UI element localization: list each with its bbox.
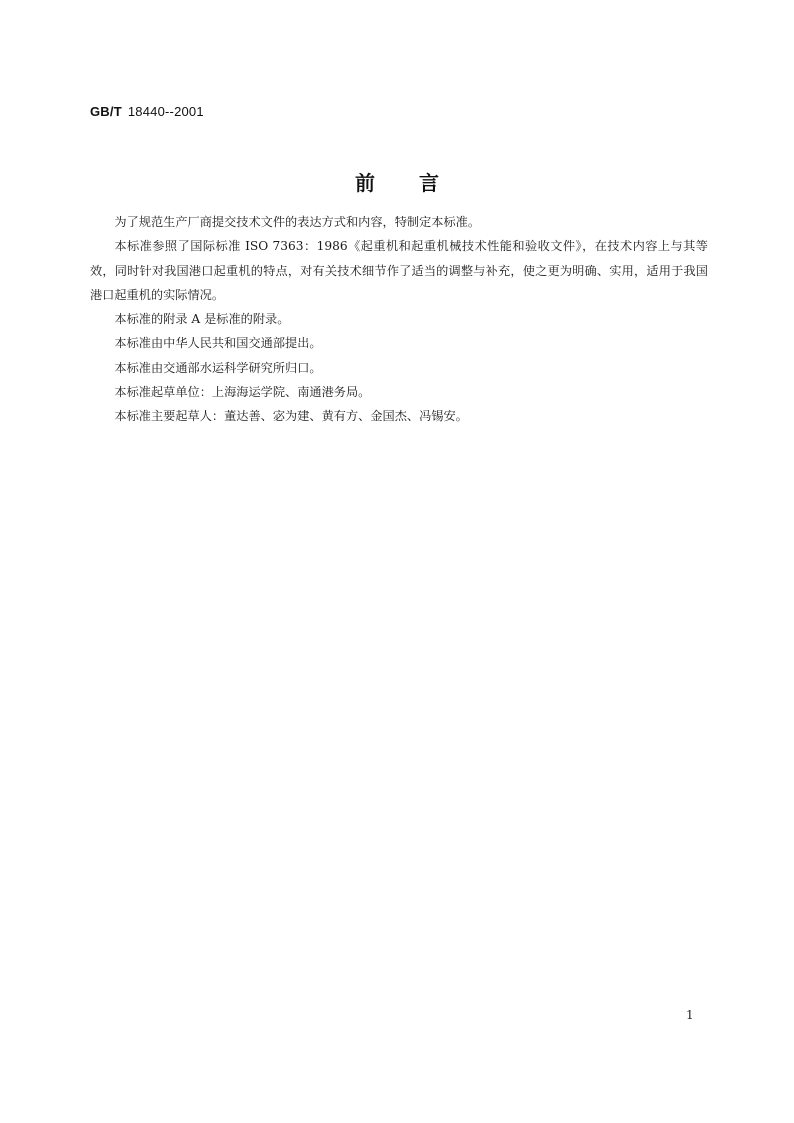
paragraph-administrator: 本标准由交通部水运科学研究所归口。: [114, 360, 322, 375]
paragraph-reference-standard: 本标准参照了国际标准 ISO 7363：1986《起重机和起重机械技术性能和验收文件》，在技术内容上与其等效，同时针对我国港口起重机的特点，对有关技术细节作了适当的调整与补充，使之更为明确、实用，适用于我国港口起重机的实际情况。: [90, 239, 708, 302]
foreword-body: [90, 210, 708, 429]
paragraph-drafting-units: 本标准起草单位：上海海运学院、南通港务局。: [114, 385, 371, 400]
paragraph-proposer: 本标准由中华人民共和国交通部提出。: [114, 336, 322, 351]
standard-number: 18440--2001: [127, 104, 204, 119]
page-title: 前言: [355, 171, 483, 195]
standard-code-header: [90, 104, 204, 119]
paragraph-purpose: 为了规范生产厂商提交技术文件的表达方式和内容，特制定本标准。: [114, 215, 481, 229]
page-number: 1: [686, 1008, 694, 1022]
paragraph-drafters: 本标准主要起草人：董达善、宓为建、黄有方、金国杰、冯锡安。: [114, 409, 468, 424]
paragraph-appendix: 本标准的附录 A 是标准的附录。: [114, 312, 290, 327]
standard-code: GB/T: [90, 104, 122, 119]
